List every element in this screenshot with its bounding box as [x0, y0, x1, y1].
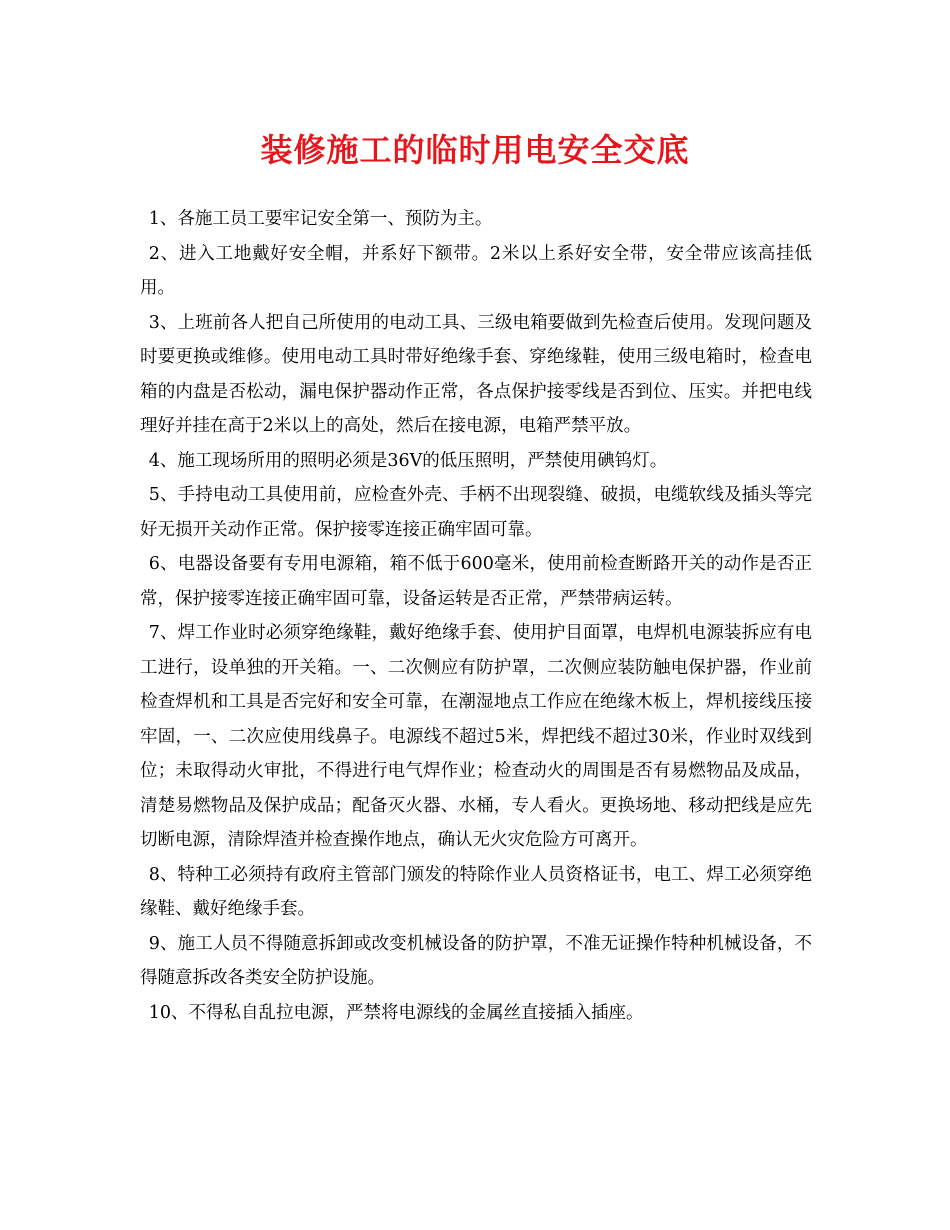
- list-item: 4、施工现场所用的照明必须是36V的低压照明，严禁使用碘钨灯。: [148, 450, 668, 471]
- document-title: 装修施工的临时用电安全交底: [260, 131, 690, 169]
- list-item: 3、上班前各人把自己所使用的电动工具、三级电箱要做到先检查后使用。发现问题及时要更换或维修。使用电动工具时带好绝缘手套、穿绝缘鞋，使用三级电箱时，检查电箱的内盘是否松动，漏电保护器动作正常，各点保护接零线是否到位、压实。并把电线理好并挂在高于2米以上的高处，然后在接电源，电箱严禁平放。: [140, 312, 812, 436]
- list-item: 6、电器设备要有专用电源箱，箱不低于600毫米，使用前检查断路开关的动作是否正常，保护接零连接正确牢固可靠，设备运转是否正常，严禁带病运转。: [140, 554, 812, 609]
- list-item: 1、各施工员工要牢记安全第一、预防为主。: [148, 209, 493, 229]
- list-item: 10、不得私自乱拉电源，严禁将电源线的金属丝直接插入插座。: [148, 1002, 644, 1023]
- document-body: [140, 202, 812, 1030]
- list-item: 5、手持电动工具使用前，应检查外壳、手柄不出现裂缝、破损，电缆软线及插头等完好无损开关动作正常。保护接零连接正确牢固可靠。: [140, 485, 812, 540]
- list-item: 8、特种工必须持有政府主管部门颁发的特除作业人员资格证书，电工、焊工必须穿绝缘鞋、戴好绝缘手套。: [140, 864, 812, 919]
- list-item: 2、进入工地戴好安全帽，并系好下额带。2米以上系好安全带，安全带应该高挂低用。: [140, 243, 812, 298]
- list-item: 9、施工人员不得随意拆卸或改变机械设备的防护罩，不准无证操作特种机械设备，不得随意拆改各类安全防护设施。: [140, 933, 812, 988]
- list-item: 7、焊工作业时必须穿绝缘鞋，戴好绝缘手套、使用护目面罩，电焊机电源装拆应有电工进行，设单独的开关箱。一、二次侧应有防护罩，二次侧应装防触电保护器，作业前检查焊机和工具是否完好和安全可靠，在潮湿地点工作应在绝缘木板上，焊机接线压接牢固，一、二次应使用线鼻子。电源线不超过5米，焊把线不超过30米，作业时双线到位；未取得动火审批，不得进行电气焊作业；检查动火的周围是否有易燃物品及成品，清楚易燃物品及保护成品；配备灭火器、水桶，专人看火。更换场地、移动把线是应先切断电源，清除焊渣并检查操作地点，确认无火灾危险方可离开。: [140, 623, 812, 850]
